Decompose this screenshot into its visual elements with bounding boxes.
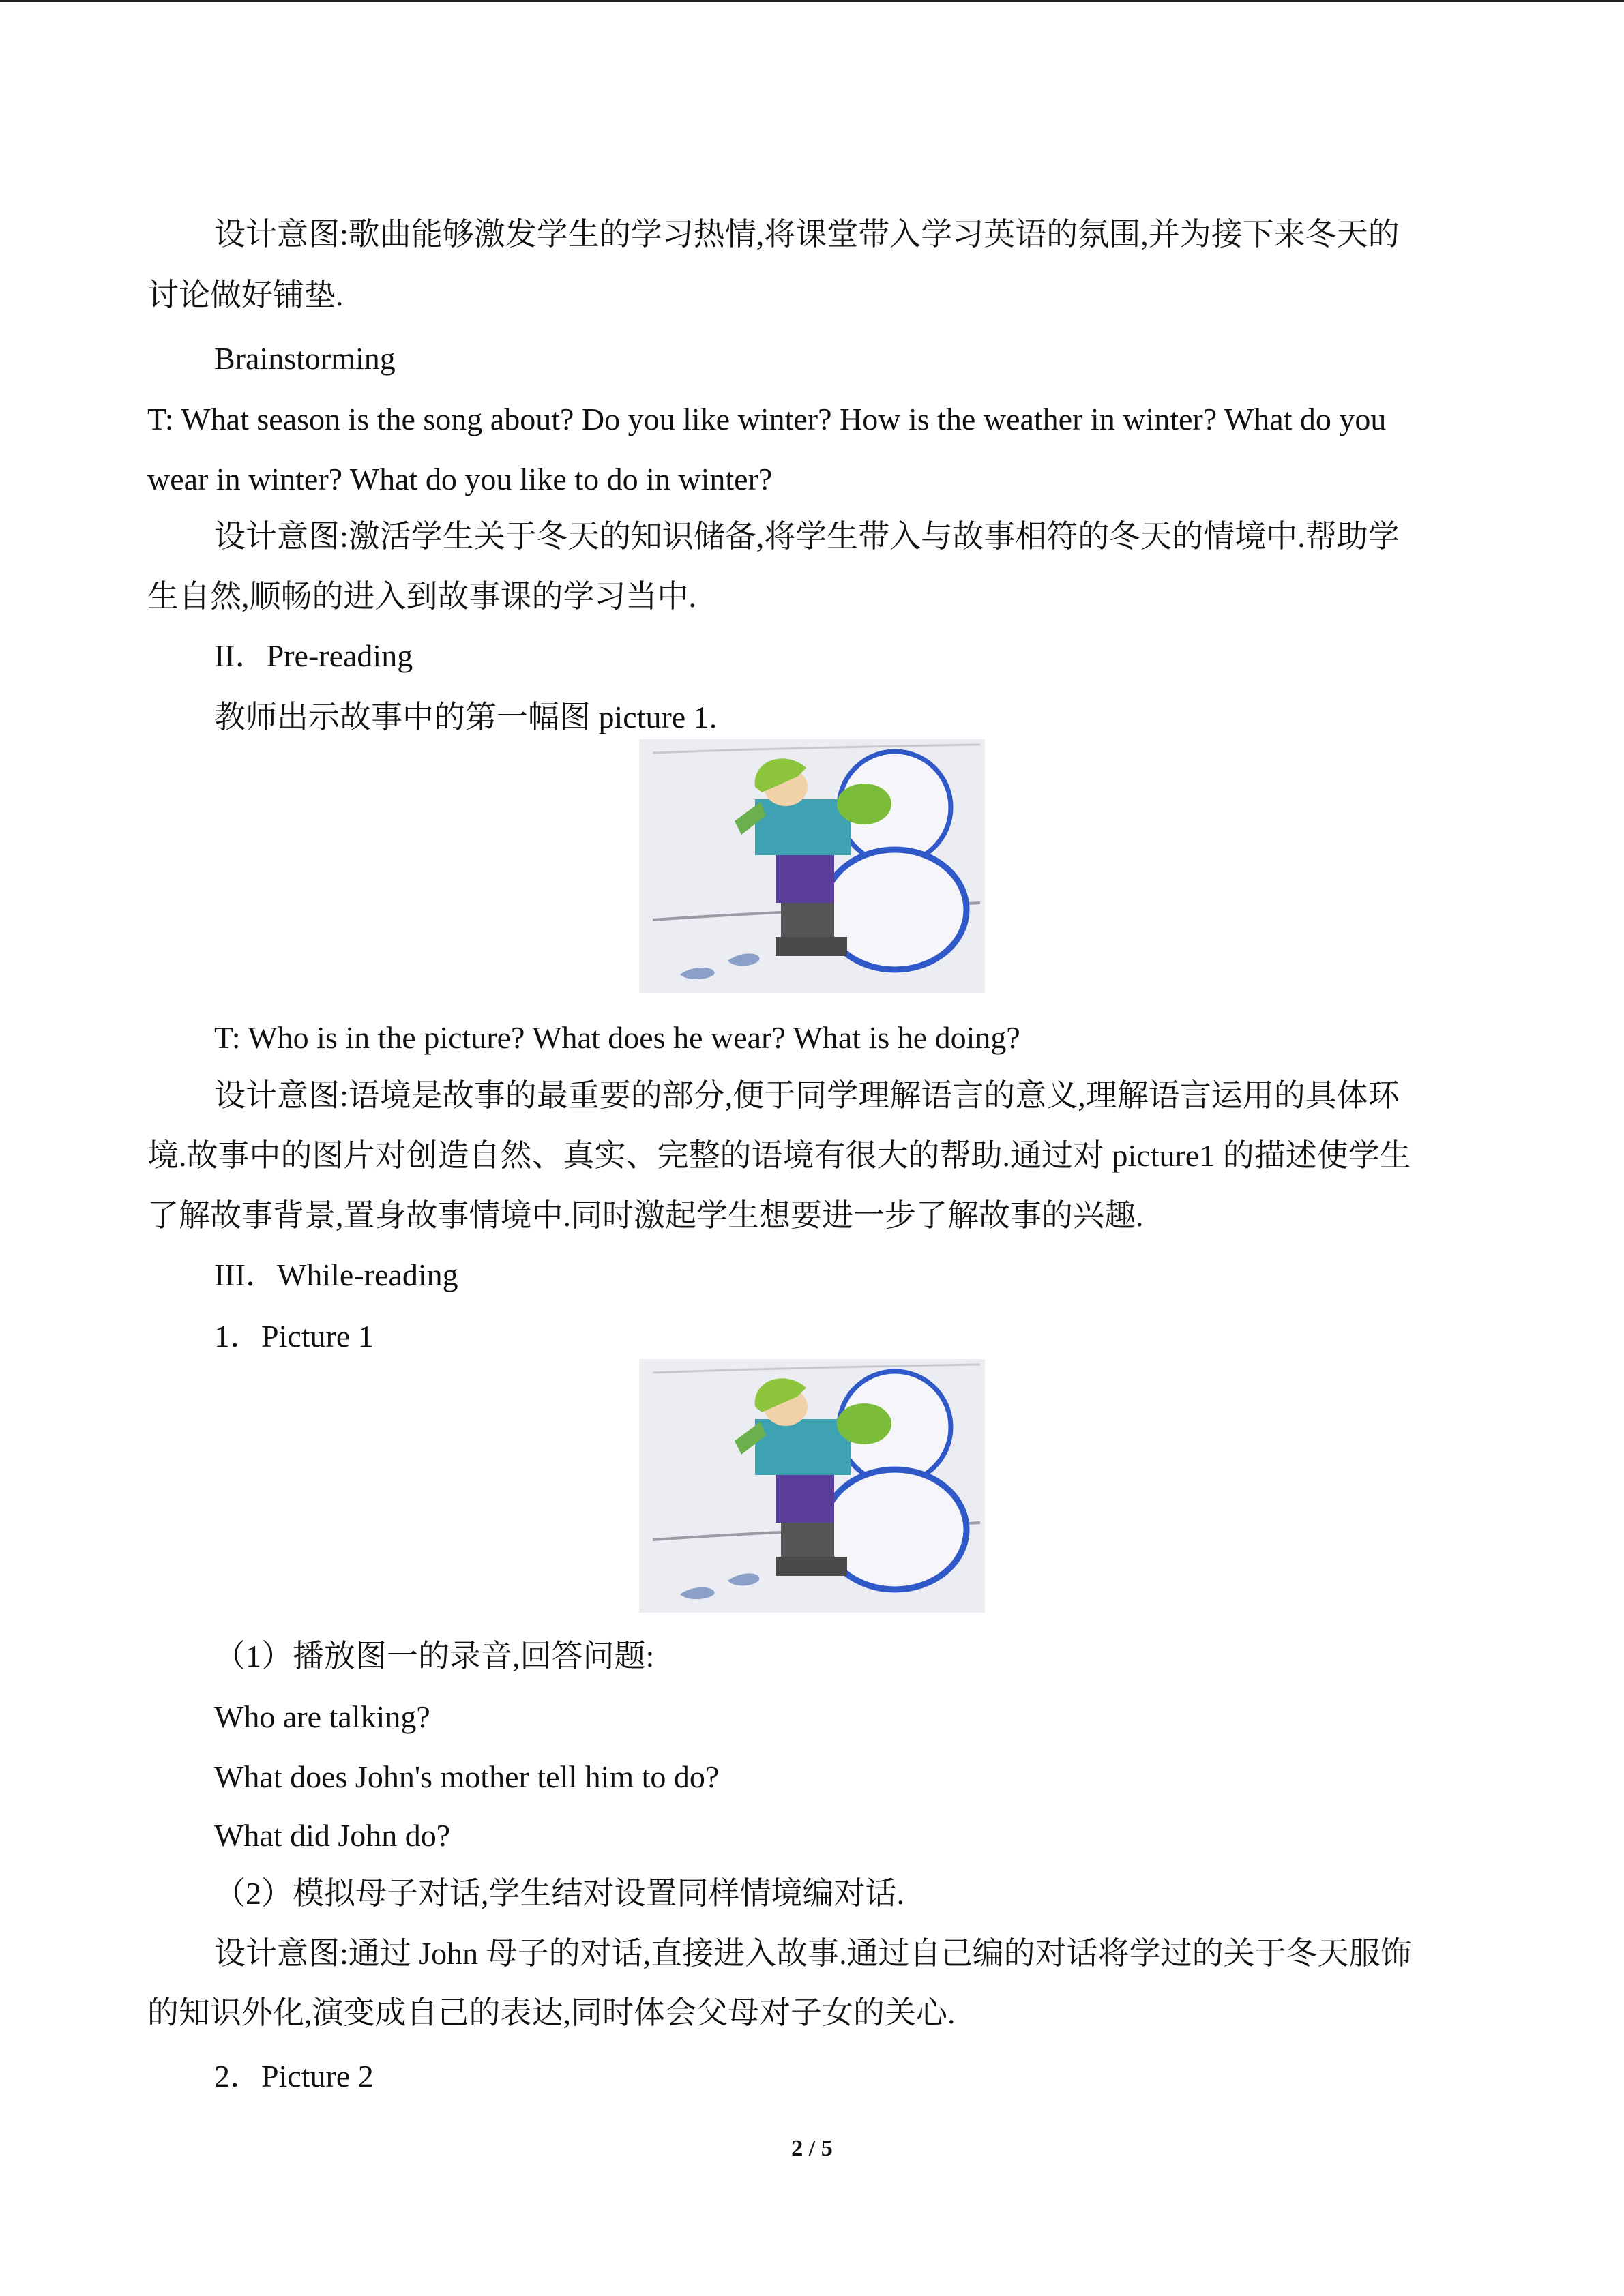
- picture-1-image-repeat: [639, 1359, 985, 1613]
- paragraph-line: 设计意图:语境是故事的最重要的部分,便于同学理解语言的意义,理解语言运用的具体环: [214, 1078, 1400, 1113]
- paragraph-line: 讨论做好铺垫.: [147, 278, 344, 312]
- paragraph-line: 境.故事中的图片对创造自然、真实、完整的语境有很大的帮助.通过对 picture1 的描述使学生: [147, 1138, 1411, 1173]
- page-top-border: [0, 0, 1624, 2]
- subsection-heading: 2．Picture 2: [214, 2059, 374, 2093]
- page-number: 2 / 5: [791, 2136, 833, 2161]
- paragraph-line: Brainstorming: [214, 341, 396, 376]
- paragraph-line: （2）模拟母子对话,学生结对设置同样情境编对话.: [214, 1876, 904, 1911]
- paragraph-line: 的知识外化,演变成自己的表达,同时体会父母对子女的关心.: [147, 1995, 956, 2030]
- paragraph-line: 设计意图:通过 John 母子的对话,直接进入故事.通过自己编的对话将学过的关于冬天服饰: [214, 1936, 1412, 1971]
- question-line: What did John do?: [214, 1818, 451, 1853]
- section-heading: III．While-reading: [214, 1257, 458, 1292]
- subsection-heading: 1．Picture 1: [214, 1319, 374, 1354]
- paragraph-line: 设计意图:歌曲能够激发学生的学习热情,将课堂带入学习英语的氛围,并为接下来冬天的: [214, 217, 1400, 252]
- picture-1-image: [639, 739, 985, 993]
- paragraph-line: wear in winter? What do you like to do in winter?: [147, 462, 773, 496]
- question-line: Who are talking?: [214, 1699, 430, 1734]
- paragraph-line: （1）播放图一的录音,回答问题:: [214, 1639, 655, 1673]
- paragraph-line: T: Who is in the picture? What does he wear? What is he doing?: [214, 1020, 1020, 1055]
- section-heading: II．Pre-reading: [214, 638, 413, 673]
- paragraph-line: 生自然,顺畅的进入到故事课的学习当中.: [147, 579, 696, 614]
- paragraph-line: 了解故事背景,置身故事情境中.同时激起学生想要进一步了解故事的兴趣.: [147, 1198, 1144, 1233]
- paragraph-line: T: What season is the song about? Do you like winter? How is the weather in winter? What do you: [147, 402, 1387, 436]
- paragraph-line: 设计意图:激活学生关于冬天的知识储备,将学生带入与故事相符的冬天的情境中.帮助学: [214, 519, 1400, 554]
- paragraph-line: 教师出示故事中的第一幅图 picture 1.: [214, 700, 718, 734]
- question-line: What does John's mother tell him to do?: [214, 1759, 720, 1794]
